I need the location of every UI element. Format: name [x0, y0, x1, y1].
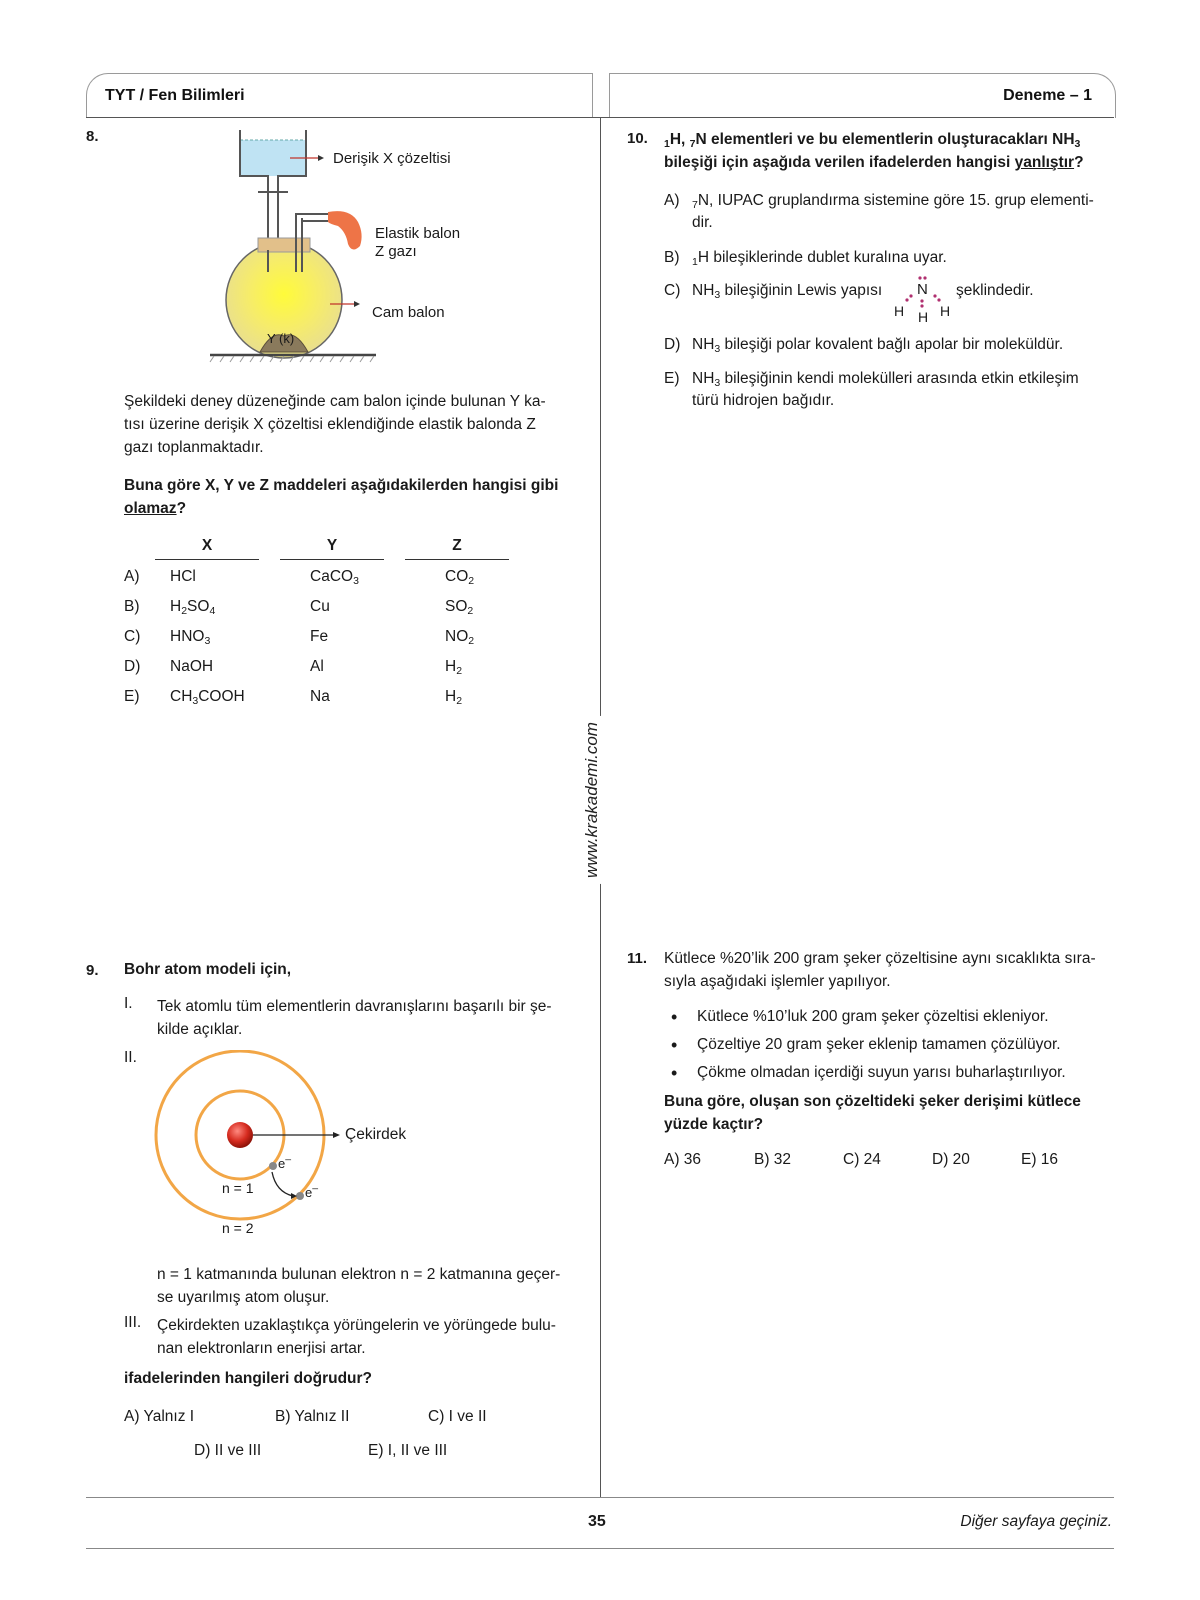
q10-stem-mark: ?: [1074, 154, 1084, 171]
q9-item2-line: n = 1 katmanında bulunan elektron n = 2 katmanına geçer-: [157, 1266, 561, 1283]
q10-option-e-text: bileşiğinin kendi molekülleri arasında etkin etkileşim: [724, 370, 1079, 387]
q11-option-a[interactable]: A) 36: [664, 1151, 702, 1168]
table-rule-y: [280, 559, 384, 560]
q11-option-b[interactable]: B) 32: [754, 1151, 792, 1168]
option-letter: E): [664, 370, 680, 387]
q11-option-d[interactable]: D) 20: [932, 1151, 970, 1168]
q11-bullet-1: • Kütlece %10’luk 200 gram şeker çözeltisi ekleniyor.: [697, 1006, 1049, 1028]
q9-option-e[interactable]: E) I, II ve III: [368, 1442, 448, 1459]
label-electron-2: [305, 1182, 319, 1200]
label-electron-1: [278, 1153, 292, 1171]
q10-stem-keyword: yanlıştır: [1014, 154, 1075, 171]
q8-cell-x: $HNO_3$: [170, 628, 211, 647]
q8-cell-y: Na: [310, 688, 330, 705]
q8-option-label[interactable]: B): [124, 598, 140, 615]
q8-question-line: Buna göre X, Y ve Z maddeleri aşağıdakilerden hangisi gibi: [124, 477, 559, 494]
lewis-h-right: H: [940, 303, 951, 319]
electron-symbol: e: [278, 1156, 286, 1171]
watermark: www.krakademi.com: [582, 716, 602, 884]
next-page-note: Diğer sayfaya geçiniz.: [960, 1513, 1112, 1530]
table-rule-x: [155, 559, 259, 560]
q11-option-e[interactable]: E) 16: [1021, 1151, 1059, 1168]
q8-cell-z: $CO_2$: [445, 568, 475, 587]
label-solid: Y (k): [267, 331, 295, 346]
q8-number: 8.: [86, 128, 99, 145]
q9-item2: [157, 1263, 574, 1309]
q9-stem: Bohr atom modeli için,: [124, 961, 292, 978]
q9-option-b[interactable]: B) Yalnız II: [275, 1408, 350, 1425]
q11-bullet-3: • Çökme olmadan içerdiği suyun yarısı buharlaştırılıyor.: [697, 1062, 1066, 1084]
lewis-h-left: H: [894, 303, 905, 319]
elastic-balloon: [328, 211, 362, 249]
q9-question: ifadelerinden hangileri doğrudur?: [124, 1370, 373, 1387]
q8-text-line: Şekildeki deney düzeneğinde cam balon içinde bulunan Y ka-: [124, 393, 546, 410]
q9-item2-line: se uyarılmış atom oluşur.: [157, 1289, 330, 1306]
electron-2: [296, 1192, 304, 1200]
q8-option-label[interactable]: D): [124, 658, 141, 675]
option-letter: D): [664, 336, 681, 353]
label-flask: Cam balon: [372, 304, 445, 321]
table-rule-z: [405, 559, 509, 560]
q11-question: [664, 1090, 1114, 1136]
q8-cell-y: CaCO$_3$: [310, 568, 359, 587]
q9-item3-line: Çekirdekten uzaklaştıkça yörüngelerin ve yörüngede bulu-: [157, 1317, 556, 1334]
q8-question: [124, 474, 574, 520]
q9-option-a[interactable]: A) Yalnız I: [124, 1408, 195, 1425]
electron-charge: –: [312, 1182, 319, 1195]
label-balloon: Elastik balon: [375, 225, 461, 242]
q10-option-a[interactable]: A) $_7$N, IUPAC gruplandırma sistemine göre 15. grup elementi- dir.: [664, 190, 1114, 234]
q8-cell-y: Fe: [310, 628, 329, 645]
lewis-h-bottom: H: [918, 309, 929, 325]
footer-rule-bottom: [86, 1548, 1114, 1549]
table-header-y: Y: [326, 537, 338, 554]
q11-stem-line: Kütlece %20’lik 200 gram şeker çözeltisine aynı sıcaklıkta sıra-: [664, 950, 1096, 967]
q8-question-mark: ?: [176, 500, 187, 517]
q10-stem: [664, 128, 1114, 174]
q10-number: 10.: [627, 130, 648, 147]
q8-cell-y: Cu: [310, 598, 330, 615]
q10-option-b[interactable]: B) $_1$H bileşiklerinde dublet kuralına uyar.: [664, 249, 947, 268]
lewis-structure: [890, 275, 950, 327]
q10-stem-line2: bileşiği için aşağıda verilen ifadelerden hangisi: [664, 154, 1011, 171]
q8-text-line: gazı toplanmaktadır.: [124, 439, 264, 456]
q10-option-c[interactable]: C) $NH_3$ bileşiğinin Lewis yapısı: [664, 282, 883, 301]
q11-bullet-2: • Çözeltiye 20 gram şeker eklenip tamamen çözülüyor.: [697, 1034, 1061, 1056]
header-right-title: Deneme – 1: [1003, 87, 1092, 104]
q8-option-label[interactable]: A): [124, 568, 140, 585]
q10-option-a-text: N, IUPAC gruplandırma sistemine göre 15. grup elementi-: [697, 192, 1094, 209]
footer-rule-top: [86, 1497, 1114, 1498]
q8-cell-z: $H_2$: [445, 658, 463, 677]
q11-stem: [664, 947, 1114, 993]
electron-1: [269, 1162, 277, 1170]
electron-symbol: e: [305, 1185, 313, 1200]
q10-option-e-text-cont: türü hidrojen bağıdır.: [692, 392, 835, 409]
q9-item3-num: III.: [124, 1314, 142, 1331]
q8-cell-x: $CH_3COOH$: [170, 688, 245, 707]
label-nucleus: Çekirdek: [345, 1126, 407, 1143]
page-number: 35: [588, 1513, 606, 1530]
q8-cell-y: Al: [310, 658, 324, 675]
q9-item3-line: nan elektronların enerjisi artar.: [157, 1340, 366, 1357]
q8-cell-x: NaOH: [170, 658, 214, 675]
q9-number: 9.: [86, 962, 99, 979]
bohr-model-figure: [150, 1050, 450, 1240]
q11-number: 11.: [627, 950, 648, 967]
q10-option-e[interactable]: E) $NH_3$ bileşiğinin kendi molekülleri arasında etkin etkileşim türü hidrojen bağıdır.: [664, 368, 1114, 412]
q10-stem-line1: $_1$H, $_7$N elementleri ve bu elementlerin oluşturacakları $NH_3$: [664, 131, 1081, 150]
option-letter: B): [664, 249, 680, 266]
label-n2: n = 2: [222, 1220, 254, 1236]
q8-cell-x: $H_2SO_4$: [170, 598, 216, 617]
q10-option-c-after: şeklindedir.: [956, 282, 1034, 299]
lewis-dots: [890, 275, 950, 327]
label-n1: n = 1: [222, 1180, 254, 1196]
q8-question-keyword: olamaz: [124, 500, 177, 517]
q9-item3: [157, 1314, 574, 1360]
q9-item1: [157, 995, 574, 1041]
q9-option-d[interactable]: D) II ve III: [194, 1442, 262, 1459]
q8-option-label[interactable]: E): [124, 688, 140, 705]
lewis-n: N: [917, 281, 928, 298]
q9-item1-num: I.: [124, 995, 133, 1012]
q11-question-line: yüzde kaçtır?: [664, 1116, 764, 1133]
q11-question-line: Buna göre, oluşan son çözeltideki şeker derişimi kütlece: [664, 1093, 1081, 1110]
q8-cell-z: $SO_2$: [445, 598, 474, 617]
q10-option-d[interactable]: D) $NH_3$ bileşiği polar kovalent bağlı apolar bir moleküldür.: [664, 336, 1064, 355]
electron-charge: –: [285, 1153, 292, 1166]
q8-option-label[interactable]: C): [124, 628, 141, 645]
q10-option-d-text: bileşiği polar kovalent bağlı apolar bir moleküldür.: [724, 336, 1064, 353]
table-header-z: Z: [452, 537, 462, 554]
header-left-title: TYT / Fen Bilimleri: [105, 87, 245, 104]
q8-text-line: tısı üzerine derişik X çözeltisi eklendiğinde elastik balonda Z: [124, 416, 536, 433]
option-letter: C): [664, 282, 681, 299]
q8-cell-z: $NO_2$: [445, 628, 475, 647]
q9-item1-line: kilde açıklar.: [157, 1021, 243, 1038]
q11-option-c[interactable]: C) 24: [843, 1151, 881, 1168]
q8-text: [124, 390, 574, 459]
q8-cell-x: HCl: [170, 568, 196, 585]
nucleus: [227, 1122, 253, 1148]
q10-option-a-text-cont: dir.: [692, 214, 713, 231]
q9-item1-line: Tek atomlu tüm elementlerin davranışlarını başarılı bir şe-: [157, 998, 552, 1015]
label-solution: Derişik X çözeltisi: [333, 150, 451, 167]
table-header-x: X: [201, 537, 213, 554]
q9-item2-num: II.: [124, 1049, 137, 1066]
q10-option-b-text: H bileşiklerinde dublet kuralına uyar.: [697, 249, 947, 266]
option-letter: A): [664, 192, 680, 209]
q8-cell-z: $H_2$: [445, 688, 463, 707]
label-gas: Z gazı: [375, 243, 417, 260]
q9-option-c[interactable]: C) I ve II: [428, 1408, 487, 1425]
q11-stem-line: sıyla aşağıdaki işlemler yapılıyor.: [664, 973, 891, 990]
